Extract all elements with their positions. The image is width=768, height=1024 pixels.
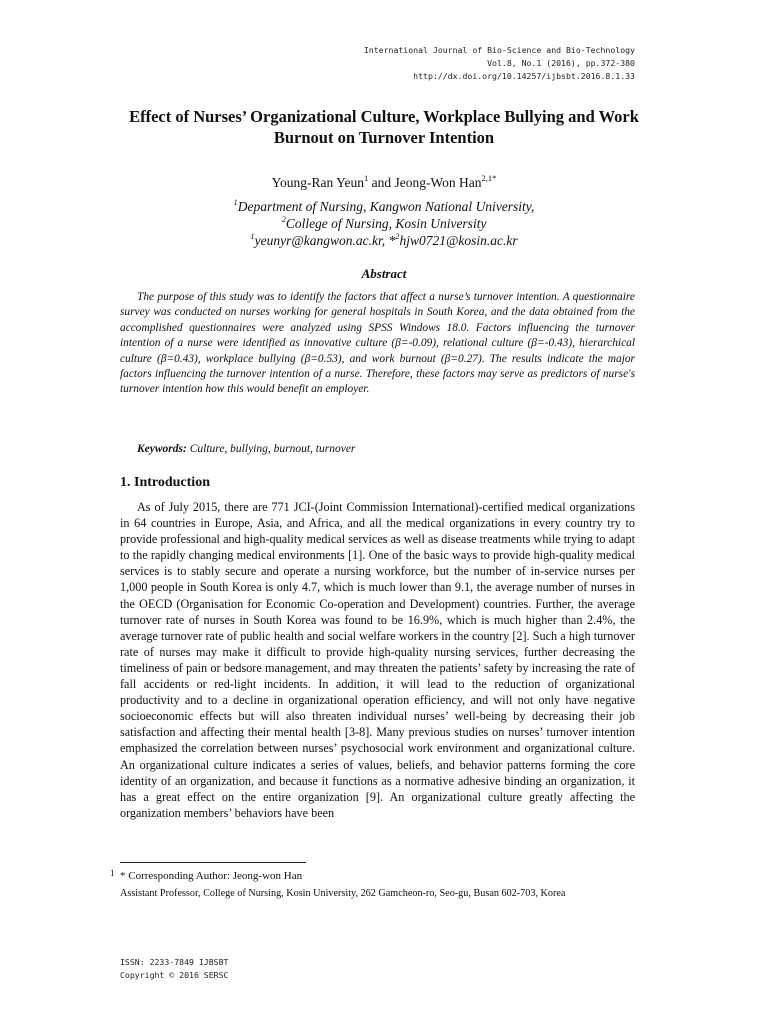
emails (100, 232, 668, 249)
affiliation-1-text: Department of Nursing, Kangwon National University, (237, 199, 535, 214)
author-1: Young-Ran Yeun (271, 175, 364, 190)
footnote-corresponding: * Corresponding Author: Jeong-won Han (120, 870, 303, 882)
paper-title: Effect of Nurses’ Organizational Culture, Workplace Bullying and Work Burnout on Turnover Intention (129, 107, 639, 147)
footer-copyright: Copyright © 2016 SERSC (120, 970, 229, 980)
journal-volume: Vol.8, No.1 (2016), pp.372-380 (487, 58, 635, 68)
footer-issn: ISSN: 2233-7849 IJBSBT (120, 957, 229, 967)
footnote-divider (120, 862, 306, 863)
affiliations (100, 198, 668, 249)
affiliation-1 (100, 198, 668, 215)
author-2: Jeong-Won Han (394, 175, 482, 190)
keywords-label: Keywords: (137, 443, 187, 455)
email-1[interactable]: yeunyr@kangwon.ac.kr, * (254, 233, 396, 248)
author-1-sup: 1 (364, 172, 369, 183)
email-2-sup: 2 (395, 230, 400, 241)
affiliation-2-text: College of Nursing, Kosin University (285, 216, 487, 231)
introduction-text: As of July 2015, there are 771 JCI-(Joint Commission International)-certified medical organizations in 64 countries in Europe, Asia, and Africa, and all the medical organizations in every country try to provide professional and high-quality medical services as well as disease treatments while trying to adapt to the rapidly changing medical environments [1]. One of the basic ways to provide high-quality medical services is to stably secure and operate a nursing workforce, but the number of in-service nurses per 1,000 people in South Korea is only 4.7, which is much lower than 9.1, the average number of nurses in the OECD (Organisation for Economic Co-operation and Development) countries. Further, the average turnover rate of nurses in South Korea was found to be 16.9%, which is much higher than 2.4%, the average turnover rate of public health and social welfare workers in the country [2]. Such a high turnover rate of nurses may make it difficult to provide high-quality nursing services, further decreasing the timeliness of pain or bedsore management, and may threaten the patients’ safety by increasing the rate of fall accidents or red-light incidents. In addition, it will lead to the reduction of organizational productivity and to a decline in organizational operation efficiency, and will not only have negative socioeconomic effects but will also threaten individual nurses’ well-being by decreasing their job satisfaction and affecting their mental health [3-8]. Many previous studies on nurses’ turnover intention emphasized the correlation between nurses’ psychosocial work environment and organizational culture. An organizational culture indicates a series of values, beliefs, and behavior patterns forming the core identity of an organization, and because it functions as a normative adhesive binding an organization, it has a great effect on the entire organization [9]. An organizational culture greatly affecting the organization members’ behaviors have been (120, 500, 635, 820)
author-2-sup: 2,1* (481, 172, 497, 183)
email-1-sup: 1 (250, 230, 255, 241)
author-conjunction: and (368, 175, 395, 190)
footnote-mark: 1 (110, 868, 115, 878)
journal-doi[interactable]: http://dx.doi.org/10.14257/ijbsbt.2016.8.1.33 (413, 71, 635, 81)
section-heading: 1. Introduction (120, 475, 210, 490)
author-line (100, 174, 668, 192)
page-footer (120, 956, 228, 982)
journal-name: International Journal of Bio-Science and Bio-Technology (363, 45, 635, 55)
abstract-heading: Abstract (361, 266, 407, 281)
keywords-text: Culture, bullying, burnout, turnover (186, 443, 356, 455)
footnote-address: Assistant Professor, College of Nursing, Kosin University, 262 Gamcheon-ro, Seo-gu, Busan 602-703, Korea (120, 888, 566, 899)
keywords (137, 443, 355, 455)
journal-header (364, 44, 635, 83)
abstract-text: The purpose of this study was to identify the factors that affect a nurse’s turnover intention. A questionnaire survey was conducted on nurses working for general hospitals in South Korea, and the data obtained from the accomplished questionnaires were analyzed using SPSS Windows 18.0. Factors influencing the turnover intention of a nurse were identified as innovative culture (β=-0.09), relational culture (β=-0.43), hierarchical culture (β=0.43), workplace bullying (β=0.53), and work burnout (β=0.27). The results indicate the major factors influencing the turnover intention of a nurse. Therefore, these factors may serve as predictors of nurse's turnover intention how this would benefit an employer. (120, 291, 635, 396)
affiliation-2 (100, 215, 668, 232)
email-2[interactable]: hjw0721@kosin.ac.kr (399, 233, 518, 248)
affiliation-2-sup: 2 (281, 213, 286, 224)
affiliation-1-sup: 1 (233, 196, 238, 207)
